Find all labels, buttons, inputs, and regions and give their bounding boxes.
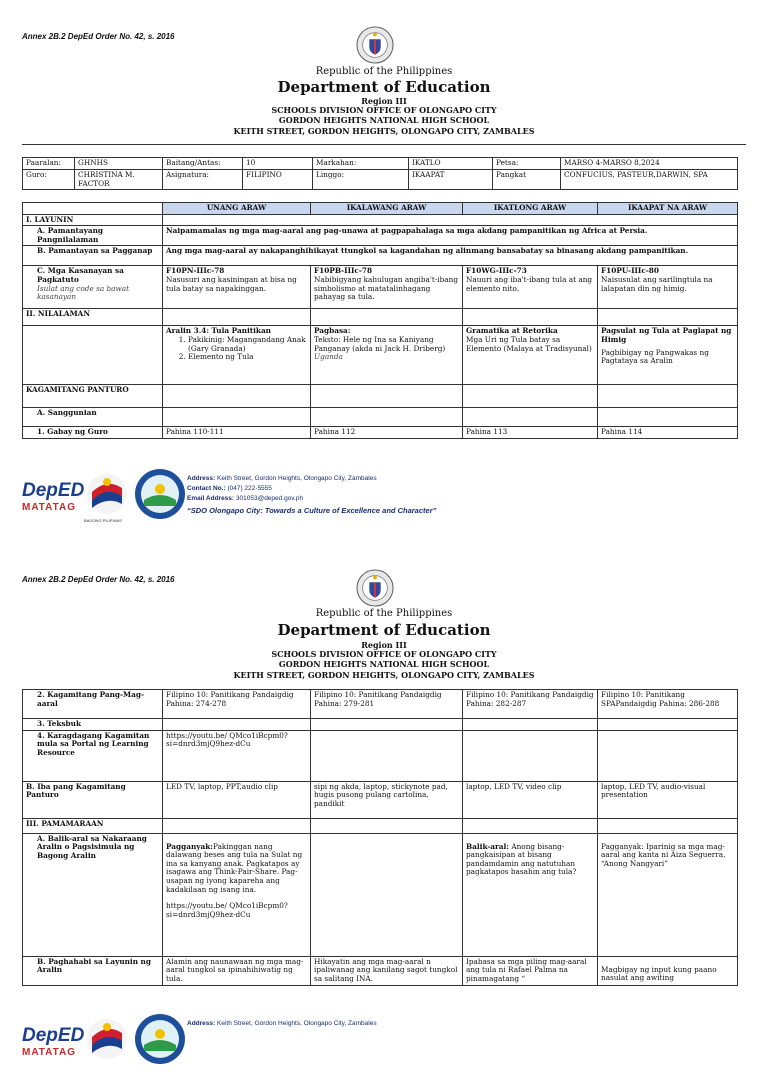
- material-cell: laptop, LED TV, audio-visual presentation: [598, 781, 738, 818]
- address-value: Keith Street, Gordon Heights, Olongapo City, Zambales: [217, 1020, 377, 1027]
- material-cell: Filipino 10: Panitikang Pandaigdig Pahina: 274-278: [163, 690, 311, 719]
- region-line: Region III: [361, 640, 407, 650]
- sdo-olongapo-seal-icon: [134, 1013, 186, 1065]
- material-cell: LED TV, laptop, PPT,audio clip: [163, 781, 311, 818]
- table-row: [23, 158, 738, 170]
- resource-link[interactable]: https://youtu.be/ QMco1iBcpm0? si=dnrd3mjQ9hez-dCu: [163, 730, 311, 781]
- lesson-plan-table: [22, 202, 738, 439]
- deped-logo: [22, 1025, 84, 1058]
- footer: [22, 1013, 742, 1075]
- footer-contact: [187, 1019, 377, 1029]
- activity-text: Pakinggan nang dalawang beses ang tula na Sulat ng ina sa kanyang anak. Pagkatapos ay isagawa ang Think-Pair-Share. Pag-usapan ng iyong kapareha ang kadakilaan ng isang ina.: [166, 841, 303, 894]
- row-label: B. Iba pang Kagamitang Panturo: [23, 781, 163, 818]
- table-row: [23, 956, 738, 985]
- content-text: Pagbibigay ng Pangwakas ng Pagtataya sa Aralin: [601, 347, 709, 366]
- guro-label: Guro:: [23, 170, 75, 190]
- row-label: 3. Teksbuk: [23, 719, 163, 731]
- competency-code: F10WG-IIIc-73: [466, 266, 527, 276]
- table-row: [23, 730, 738, 781]
- row-text: Naipamamalas ng mga mag-aaral ang pag-unawa at pagpapahalaga sa mga akdang pampanitikan ng Africa at Persia.: [163, 226, 738, 246]
- deped-logo-text: DepED: [22, 480, 85, 501]
- row-label: 4. Karagdagang Kagamitan mula sa Portal ng Learning Resource: [23, 730, 163, 781]
- contact-label: Contact No.:: [187, 485, 226, 492]
- row-label: C. Mga Kasanayan sa Pagkatuto: [37, 266, 124, 284]
- deped-logo-text: DepED: [22, 1025, 85, 1046]
- material-cell: Filipino 10: Panitikang Pandaigdig Pahina: 282-287: [463, 690, 598, 719]
- content-title: Aralin 3.4: Tula Panitikan: [166, 326, 271, 336]
- table-row: [23, 203, 738, 215]
- table-row: [23, 170, 738, 190]
- section-heading: KAGAMITANG PANTURO: [23, 385, 163, 408]
- table-row: [23, 309, 738, 326]
- matatag-logo-text: MATATAG: [22, 1047, 77, 1058]
- bagong-pilipinas-icon: [86, 1017, 128, 1061]
- row-label: B. Paghahabi sa Layunin ng Aralin: [23, 956, 163, 985]
- page-ref: Pahina 113: [463, 427, 598, 439]
- address-label: Address:: [187, 475, 216, 482]
- table-row: [23, 246, 738, 266]
- address-label: Address:: [187, 1020, 216, 1027]
- competency-code: F10PN-IIIc-78: [166, 266, 225, 276]
- table-row: [23, 427, 738, 439]
- competency-text: Nabibigyang kahulugan angiba't-ibang simbolismo at matatalinhagang pahayag sa tula.: [314, 274, 459, 302]
- deped-seal-icon: [356, 26, 394, 64]
- day-header: UNANG ARAW: [163, 203, 311, 215]
- deped-seal-icon: [356, 569, 394, 607]
- table-row: [23, 781, 738, 818]
- content-list: [166, 336, 307, 362]
- asignatura-label: Asignatura:: [163, 170, 243, 190]
- bagong-pilipinas-icon: [86, 472, 128, 516]
- activity-text: Hikayatin ang mga mag-aaral n ipaliwanag ang kanilang sagot tungkol sa salitang INA.: [311, 956, 463, 985]
- row-label: B. Pamantayan sa Pagganap: [23, 246, 163, 266]
- content-title: Gramatika at Retorika: [466, 326, 558, 336]
- matatag-logo-text: MATATAG: [22, 502, 77, 513]
- content-text: Teksto: Hele ng Ina sa Kaniyang Panganay (akda ni Jack H. Driberg): [314, 334, 446, 353]
- day-header: IKALAWANG ARAW: [311, 203, 463, 215]
- row-note: Isulat ang code sa bawat kasanayan: [37, 283, 130, 302]
- list-item: 1. Pakikinig: Magangandang Anak (Gary Granada): [188, 336, 307, 353]
- table-row: [23, 266, 738, 309]
- day-header: IKAAPAT NA ARAW: [598, 203, 738, 215]
- list-item: 2. Elemento ng Tula: [188, 353, 307, 362]
- competency-text: Nauuri ang iba't-ibang tula at ang elemento nito.: [466, 274, 593, 293]
- table-row: [23, 833, 738, 956]
- address-value: Keith Street, Gordon Heights, Olongapo City, Zambales: [217, 475, 377, 482]
- table-row: [23, 214, 738, 226]
- lesson-plan-table-continued: [22, 689, 738, 986]
- address-line: KEITH STREET, GORDON HEIGHTS, OLONGAPO CITY, ZAMBALES: [233, 126, 535, 136]
- baitang-label: Baitang/Antas:: [163, 158, 243, 170]
- page-ref: Pahina 112: [311, 427, 463, 439]
- activity-text: Magbigay ng input kung paano nasulat ang awiting: [601, 964, 717, 983]
- region-line: Region III: [361, 96, 407, 106]
- footer-motto: “SDO Olongapo City: Towards a Culture of Excellence and Character”: [187, 506, 437, 515]
- material-cell: Filipino 10: Panitikang SPAPandaigdig Pahina: 286-288: [598, 690, 738, 719]
- republic-line: Republic of the Philippines: [315, 66, 453, 77]
- section-heading: I. LAYUNIN: [23, 214, 163, 226]
- content-title: Pagbasa:: [314, 326, 351, 336]
- guro-value: CHRISTINA M. FACTOR: [75, 170, 163, 190]
- info-table: [22, 157, 738, 190]
- republic-line: Republic of the Philippines: [315, 608, 453, 619]
- petsa-label: Petsa:: [493, 158, 561, 170]
- table-row: [23, 408, 738, 427]
- paaralan-value: GHNHS: [75, 158, 163, 170]
- school-line: GORDON HEIGHTS NATIONAL HIGH SCHOOL: [278, 659, 490, 669]
- table-row: [23, 818, 738, 833]
- contact-value: (047) 222-5555: [227, 485, 272, 492]
- activity-text: Alamin ang naunawaan ng mga mag-aaral tungkol sa ipinahihiwatig ng tula.: [163, 956, 311, 985]
- row-text: Ang mga mag-aaral ay nakapanghihikayat ttungkol sa kagandahan ng alinmang bansabatay sa binasang akdang pampanitikan.: [163, 246, 738, 266]
- material-cell: laptop, LED TV, video clip: [463, 781, 598, 818]
- content-italic: Uganda: [314, 352, 343, 362]
- table-row: [23, 385, 738, 408]
- competency-code: F10PU-IIIc-80: [601, 266, 659, 276]
- section-heading: III. PAMAMARAAN: [23, 818, 163, 833]
- pangkat-label: Pangkat: [493, 170, 561, 190]
- department-title: Department of Education: [277, 78, 491, 96]
- header-divider: [22, 144, 746, 145]
- content-title: Pagsulat ng Tula at Paglapat ng Himig: [601, 326, 732, 344]
- row-label: 1. Gabay ng Guro: [23, 427, 163, 439]
- address-line: KEITH STREET, GORDON HEIGHTS, OLONGAPO CITY, ZAMBALES: [233, 670, 535, 680]
- activity-label: Balik-aral:: [466, 841, 509, 851]
- page-2: [0, 565, 768, 1058]
- page-ref: Pahina 110-111: [163, 427, 311, 439]
- paaralan-label: Paaralan:: [23, 158, 75, 170]
- bagong-pilipinas-text: BAGONG PILIPINAS: [84, 518, 122, 523]
- footer: [22, 468, 742, 530]
- competency-text: Naisusulat ang sarilingtula na lalapatan din ng himig.: [601, 274, 713, 293]
- page-ref: Pahina 114: [598, 427, 738, 439]
- asignatura-value: FILIPINO: [243, 170, 313, 190]
- row-label: A. Pamantayang Pangnilalaman: [23, 226, 163, 246]
- annex-label: Annex 2B.2 DepEd Order No. 42, s. 2016: [22, 575, 175, 584]
- baitang-value: 10: [243, 158, 313, 170]
- activity-text: Anong bisang-pangkaisipan at bisang pandamdamin ang natutuhan pagkatapos basahin ang tula?: [466, 841, 577, 877]
- section-heading: II. NILALAMAN: [23, 309, 163, 326]
- table-row: [23, 226, 738, 246]
- material-cell: Filipino 10: Panitikang Pandaigdig Pahina: 279-281: [311, 690, 463, 719]
- resource-link[interactable]: https://youtu.be/ QMco1iBcpm0? si=dnrd3mjQ9hez-dCu: [166, 901, 288, 919]
- row-label: A. Sanggunian: [23, 408, 163, 427]
- activity-text: Pagganyak: Iparinig sa mga mag-aaral ang kanta ni Aiza Seguerra, “Anong Nangyari”: [601, 841, 726, 868]
- row-label: A. Balik-aral sa Nakaraang Aralin o Pagsisimula ng Bagong Aralin: [23, 833, 163, 956]
- table-row: [23, 690, 738, 719]
- deped-logo: [22, 480, 84, 513]
- day-header: IKATLONG ARAW: [463, 203, 598, 215]
- table-row: [23, 326, 738, 385]
- markahan-label: Markahan:: [313, 158, 409, 170]
- table-row: [23, 719, 738, 731]
- material-cell: sipi ng akda, laptop, stickynote pad, hugis pusong pulang cartolina, pandikit: [311, 781, 463, 818]
- activity-label: Pagganyak:: [166, 841, 213, 851]
- markahan-value: IKATLO: [409, 158, 493, 170]
- division-line: SCHOOLS DIVISION OFFICE OF OLONGAPO CITY: [271, 105, 497, 115]
- footer-contact: [187, 474, 436, 516]
- school-line: GORDON HEIGHTS NATIONAL HIGH SCHOOL: [278, 115, 490, 125]
- activity-text: Ipabasa sa mga piling mag-aaral ang tula ni Rafael Palma na pinamagatang “: [463, 956, 598, 985]
- division-line: SCHOOLS DIVISION OFFICE OF OLONGAPO CITY: [271, 649, 497, 659]
- sdo-olongapo-seal-icon: [134, 468, 186, 520]
- petsa-value: MARSO 4-MARSO 8,2024: [561, 158, 738, 170]
- content-text: Mga Uri ng Tula batay sa Elemento (Malaya at Tradisyunal): [466, 334, 592, 353]
- competency-text: Nasusuri ang kasiningan at bisa ng tula batay sa napakinggan.: [166, 274, 297, 293]
- department-title: Department of Education: [277, 621, 491, 639]
- row-label: 2. Kagamitang Pang-Mag-aaral: [23, 690, 163, 719]
- linggo-label: Linggo:: [313, 170, 409, 190]
- competency-code: F10PB-IIIc-78: [314, 266, 373, 276]
- annex-label: Annex 2B.2 DepEd Order No. 42, s. 2016: [22, 32, 175, 41]
- pangkat-value: CONFUCIUS, PASTEUR,DARWIN, SPA: [561, 170, 738, 190]
- email-value: 301053@deped.gov.ph: [235, 495, 304, 502]
- linggo-value: IKAAPAT: [409, 170, 493, 190]
- email-label: Email Address:: [187, 495, 235, 502]
